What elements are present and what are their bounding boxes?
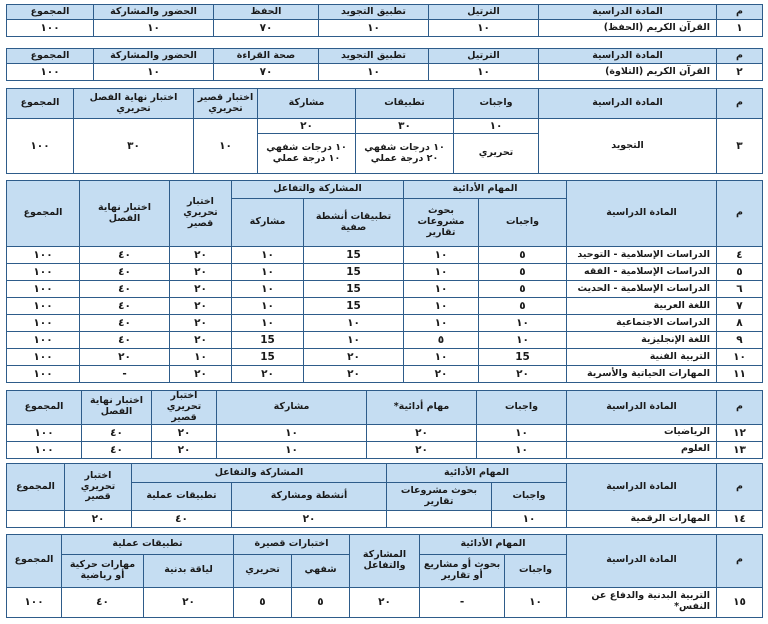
cell-total: ١٠٠	[7, 281, 80, 298]
cell-class-applications: ١٠	[304, 332, 404, 349]
row-number: ٨	[717, 315, 763, 332]
cell-research: ١٠	[404, 298, 479, 315]
col-number: م	[717, 5, 763, 20]
col-number: م	[717, 391, 763, 425]
row-subject: الدراسات الإسلامية - التوحيد	[567, 247, 717, 264]
row-subject: التربية البدنية والدفاع عن النفس*	[567, 587, 717, 617]
table-row	[7, 587, 763, 617]
col-number: م	[717, 535, 763, 588]
cell-short-quiz: ٢٠	[65, 511, 132, 528]
cell-tarteel: ١٠	[429, 20, 539, 37]
cell-total: ١٠٠	[7, 247, 80, 264]
row-number: ٧	[717, 298, 763, 315]
cell-short-quiz: ٢٠	[170, 264, 232, 281]
cell-short-quiz: ١٠	[170, 349, 232, 366]
col-number: م	[717, 181, 763, 247]
col-final-exam: اختبار نهاية الفصل	[80, 181, 170, 247]
col-participation-interaction: المشاركة والتفاعل	[350, 535, 420, 588]
col-activities: أنشطة ومشاركة	[232, 483, 387, 511]
cell-total: ١٠٠	[7, 64, 94, 81]
row-subject: القرآن الكريم (التلاوة)	[539, 64, 717, 81]
cell-fitness: ٢٠	[144, 587, 234, 617]
col-fitness: لياقة بدنية	[144, 555, 234, 587]
cell-class-applications: 15	[304, 247, 404, 264]
cell-research: ٢٠	[404, 366, 479, 383]
cell-applications-breakdown	[356, 134, 454, 174]
table-row	[7, 441, 763, 458]
row-number: ٢	[717, 64, 763, 81]
col-total: المجموع	[7, 89, 74, 119]
cell-homework: ١٠	[479, 315, 567, 332]
cell-total: ١٠٠	[7, 20, 94, 37]
cell-hifz: ٧٠	[214, 20, 319, 37]
cell-tarteel: ١٠	[429, 64, 539, 81]
col-total: المجموع	[7, 391, 82, 425]
col-final-exam: اختبار نهاية الفصل	[82, 391, 152, 425]
cell-homework: ١٠	[479, 332, 567, 349]
cell-short-quiz: ٢٠	[152, 424, 217, 441]
cell-short-quiz: ٢٠	[170, 315, 232, 332]
table-math-science	[6, 390, 763, 459]
col-tarteel: الترتيل	[429, 49, 539, 64]
cell-research: ١٠	[404, 349, 479, 366]
cell-short-quiz: ٢٠	[170, 281, 232, 298]
col-short-quiz: اختبار قصير تحريري	[194, 89, 258, 119]
row-subject: القرآن الكريم (الحفظ)	[539, 20, 717, 37]
col-subject: المادة الدراسية	[567, 464, 717, 511]
col-subject: المادة الدراسية	[567, 535, 717, 588]
row-number: ٤	[717, 247, 763, 264]
cell-short-quiz: ٢٠	[170, 298, 232, 315]
cell-attendance: ١٠	[94, 20, 214, 37]
cell-tajweed-application: ١٠	[319, 20, 429, 37]
col-number: م	[717, 464, 763, 511]
cell-research: ١٠	[404, 281, 479, 298]
applications-practical: ٢٠ درجة عملي	[370, 152, 439, 164]
col-homework: واجبات	[479, 199, 567, 247]
col-oral: شفهي	[292, 555, 350, 587]
col-short-quiz: اختبار تحريري قصير	[65, 464, 132, 511]
cell-homework: ٥	[479, 281, 567, 298]
col-tajweed-application: تطبيق التجويد	[319, 5, 429, 20]
col-attendance: الحضور والمشاركة	[94, 5, 214, 20]
row-subject: التربية الفنية	[567, 349, 717, 366]
row-number: ١٣	[717, 441, 763, 458]
col-participation: مشاركة	[232, 199, 304, 247]
cell-homework: ٥	[479, 298, 567, 315]
cell-class-applications: ١٠	[304, 315, 404, 332]
cell-participation: ١٠	[217, 424, 367, 441]
cell-homework: 15	[479, 349, 567, 366]
cell-research: ١٠	[404, 264, 479, 281]
row-number: ١	[717, 20, 763, 37]
cell-research: ١٠	[404, 315, 479, 332]
col-attendance: الحضور والمشاركة	[94, 49, 214, 64]
col-class-applications: تطبيقات أنشطة صفية	[304, 199, 404, 247]
table-row	[7, 332, 763, 349]
table-row	[7, 264, 763, 281]
cell-tajweed-application: ١٠	[319, 64, 429, 81]
col-short-quiz: اختبار تحريري قصير	[170, 181, 232, 247]
cell-participation: ١٠	[232, 247, 304, 264]
cell-total: ١٠٠	[7, 441, 82, 458]
cell-homework: ٥	[479, 264, 567, 281]
row-subject: الدراسات الاجتماعية	[567, 315, 717, 332]
col-hifz: الحفظ	[214, 5, 319, 20]
cell-participation: ٢٠	[258, 119, 356, 134]
cell-final-exam: ٤٠	[80, 281, 170, 298]
cell-final-exam: ٤٠	[80, 264, 170, 281]
row-number: ٥	[717, 264, 763, 281]
cell-total	[7, 511, 65, 528]
table-row	[7, 511, 763, 528]
cell-class-applications: 15	[304, 281, 404, 298]
cell-performance-tasks: ٢٠	[367, 424, 477, 441]
col-final-exam: اختبار نهاية الفصل تحريري	[74, 89, 194, 119]
col-short-quiz: اختبار تحريري قصير	[152, 391, 217, 425]
row-subject: اللغة العربية	[567, 298, 717, 315]
cell-class-applications: ٢٠	[304, 349, 404, 366]
cell-participation: ١٠	[232, 264, 304, 281]
col-research: بحوث مشروعات تقارير	[387, 483, 492, 511]
col-number: م	[717, 89, 763, 119]
cell-total: ١٠٠	[7, 264, 80, 281]
row-subject: اللغة الإنجليزية	[567, 332, 717, 349]
col-subject: المادة الدراسية	[539, 49, 717, 64]
cell-applications: ٣٠	[356, 119, 454, 134]
cell-short-quiz: ١٠	[194, 119, 258, 174]
table-quran-hifz	[6, 4, 763, 37]
table-row	[7, 119, 763, 134]
col-total: المجموع	[7, 464, 65, 511]
row-number: ٣	[717, 119, 763, 174]
col-homework: واجبات	[454, 89, 539, 119]
col-research: بحوث مشروعات تقارير	[404, 199, 479, 247]
cell-short-quiz: ٢٠	[170, 366, 232, 383]
col-motor-skills: مهارات حركية أو رياضية	[62, 555, 144, 587]
cell-total: ١٠٠	[7, 315, 80, 332]
cell-homework: ٢٠	[479, 366, 567, 383]
cell-final-exam: -	[80, 366, 170, 383]
group-performance-tasks: المهام الأدائية	[387, 464, 567, 483]
cell-participation: ١٠	[217, 441, 367, 458]
col-total: المجموع	[7, 5, 94, 20]
cell-participation: ٢٠	[232, 366, 304, 383]
table-tajweed	[6, 88, 763, 174]
table-row	[7, 366, 763, 383]
col-tajweed-application: تطبيق التجويد	[319, 49, 429, 64]
col-subject: المادة الدراسية	[539, 89, 717, 119]
cell-final-exam: ٤٠	[80, 298, 170, 315]
row-subject: المهارات الحياتية والأسرية	[567, 366, 717, 383]
group-short-quizzes: اختبارات قصيرة	[234, 535, 350, 555]
col-total: المجموع	[7, 49, 94, 64]
col-homework: واجبات	[505, 555, 567, 587]
col-practical-applications: تطبيقات عملية	[132, 483, 232, 511]
col-total: المجموع	[7, 535, 62, 588]
col-participation: مشاركة	[258, 89, 356, 119]
cell-practical-applications: ٤٠	[132, 511, 232, 528]
applications-oral: ١٠ درجات شفهي	[364, 141, 445, 153]
cell-participation: ١٠	[232, 298, 304, 315]
col-written: تحريري	[234, 555, 292, 587]
cell-participation-interaction: ٢٠	[350, 587, 420, 617]
cell-total: ١٠٠	[7, 366, 80, 383]
row-number: ١٥	[717, 587, 763, 617]
row-subject: الرياضيات	[567, 424, 717, 441]
cell-homework: ٥	[479, 247, 567, 264]
row-number: ٩	[717, 332, 763, 349]
cell-total: ١٠٠	[7, 298, 80, 315]
group-performance-tasks: المهام الأدائية	[420, 535, 567, 555]
cell-participation: 15	[232, 349, 304, 366]
cell-total: ١٠٠	[7, 349, 80, 366]
cell-homework: ١٠	[477, 441, 567, 458]
col-tarteel: الترتيل	[429, 5, 539, 20]
row-subject: المهارات الرقمية	[567, 511, 717, 528]
cell-final-exam: ٤٠	[80, 315, 170, 332]
col-reading-accuracy: صحة القراءة	[214, 49, 319, 64]
row-number: ١٢	[717, 424, 763, 441]
cell-reading-accuracy: ٧٠	[214, 64, 319, 81]
table-row	[7, 281, 763, 298]
cell-class-applications: 15	[304, 298, 404, 315]
group-participation-interaction: المشاركة والتفاعل	[132, 464, 387, 483]
table-row	[7, 424, 763, 441]
cell-homework: ١٠	[454, 119, 539, 134]
row-number: ١٠	[717, 349, 763, 366]
col-total: المجموع	[7, 181, 80, 247]
cell-homework: ١٠	[492, 511, 567, 528]
participation-oral: ١٠ درجات شفهي	[266, 141, 347, 153]
cell-research: -	[420, 587, 505, 617]
row-subject: العلوم	[567, 441, 717, 458]
cell-homework: ١٠	[505, 587, 567, 617]
group-practical-applications: تطبيقات عملية	[62, 535, 234, 555]
cell-homework-type: تحريري	[454, 134, 539, 174]
cell-final-exam: ٢٠	[80, 349, 170, 366]
cell-research	[387, 511, 492, 528]
cell-written: ٥	[234, 587, 292, 617]
cell-homework: ١٠	[477, 424, 567, 441]
table-row	[7, 247, 763, 264]
row-subject: الدراسات الإسلامية - الفقه	[567, 264, 717, 281]
cell-class-applications: ٢٠	[304, 366, 404, 383]
cell-attendance: ١٠	[94, 64, 214, 81]
col-subject: المادة الدراسية	[567, 181, 717, 247]
cell-participation-breakdown	[258, 134, 356, 174]
cell-oral: ٥	[292, 587, 350, 617]
col-research: بحوث أو مشاريع أو تقارير	[420, 555, 505, 587]
col-applications: تطبيقات	[356, 89, 454, 119]
cell-participation: 15	[232, 332, 304, 349]
cell-participation: ١٠	[232, 281, 304, 298]
cell-short-quiz: ٢٠	[152, 441, 217, 458]
cell-total: ١٠٠	[7, 332, 80, 349]
cell-motor-skills: ٤٠	[62, 587, 144, 617]
cell-participation: ١٠	[232, 315, 304, 332]
table-row	[7, 315, 763, 332]
cell-final-exam: ٤٠	[82, 441, 152, 458]
table-subjects-main	[6, 180, 763, 383]
col-homework: واجبات	[477, 391, 567, 425]
cell-total: ١٠٠	[7, 424, 82, 441]
cell-final-exam: ٣٠	[74, 119, 194, 174]
cell-final-exam: ٤٠	[80, 332, 170, 349]
col-homework: واجبات	[492, 483, 567, 511]
participation-practical: ١٠ درجة عملي	[272, 152, 341, 164]
row-number: ١٤	[717, 511, 763, 528]
row-number: ٦	[717, 281, 763, 298]
cell-total: ١٠٠	[7, 119, 74, 174]
cell-final-exam: ٤٠	[80, 247, 170, 264]
row-subject: التجويد	[539, 119, 717, 174]
cell-performance-tasks: ٢٠	[367, 441, 477, 458]
table-row	[7, 349, 763, 366]
col-participation: مشاركة	[217, 391, 367, 425]
cell-research: ١٠	[404, 247, 479, 264]
cell-short-quiz: ٢٠	[170, 332, 232, 349]
cell-class-applications: 15	[304, 264, 404, 281]
table-quran-tilawa	[6, 48, 763, 81]
row-subject: الدراسات الإسلامية - الحديث	[567, 281, 717, 298]
table-row	[7, 298, 763, 315]
cell-research: ٥	[404, 332, 479, 349]
col-subject: المادة الدراسية	[539, 5, 717, 20]
col-number: م	[717, 49, 763, 64]
col-performance-tasks: مهام أدائية*	[367, 391, 477, 425]
cell-final-exam: ٤٠	[82, 424, 152, 441]
group-participation-interaction: المشاركة والتفاعل	[232, 181, 404, 199]
col-subject: المادة الدراسية	[567, 391, 717, 425]
cell-short-quiz: ٢٠	[170, 247, 232, 264]
cell-total: ١٠٠	[7, 587, 62, 617]
group-performance-tasks: المهام الأدائية	[404, 181, 567, 199]
table-physical-education	[6, 534, 763, 618]
row-number: ١١	[717, 366, 763, 383]
table-row	[7, 64, 763, 81]
table-row	[7, 20, 763, 37]
cell-activities: ٢٠	[232, 511, 387, 528]
table-digital-skills	[6, 463, 763, 528]
